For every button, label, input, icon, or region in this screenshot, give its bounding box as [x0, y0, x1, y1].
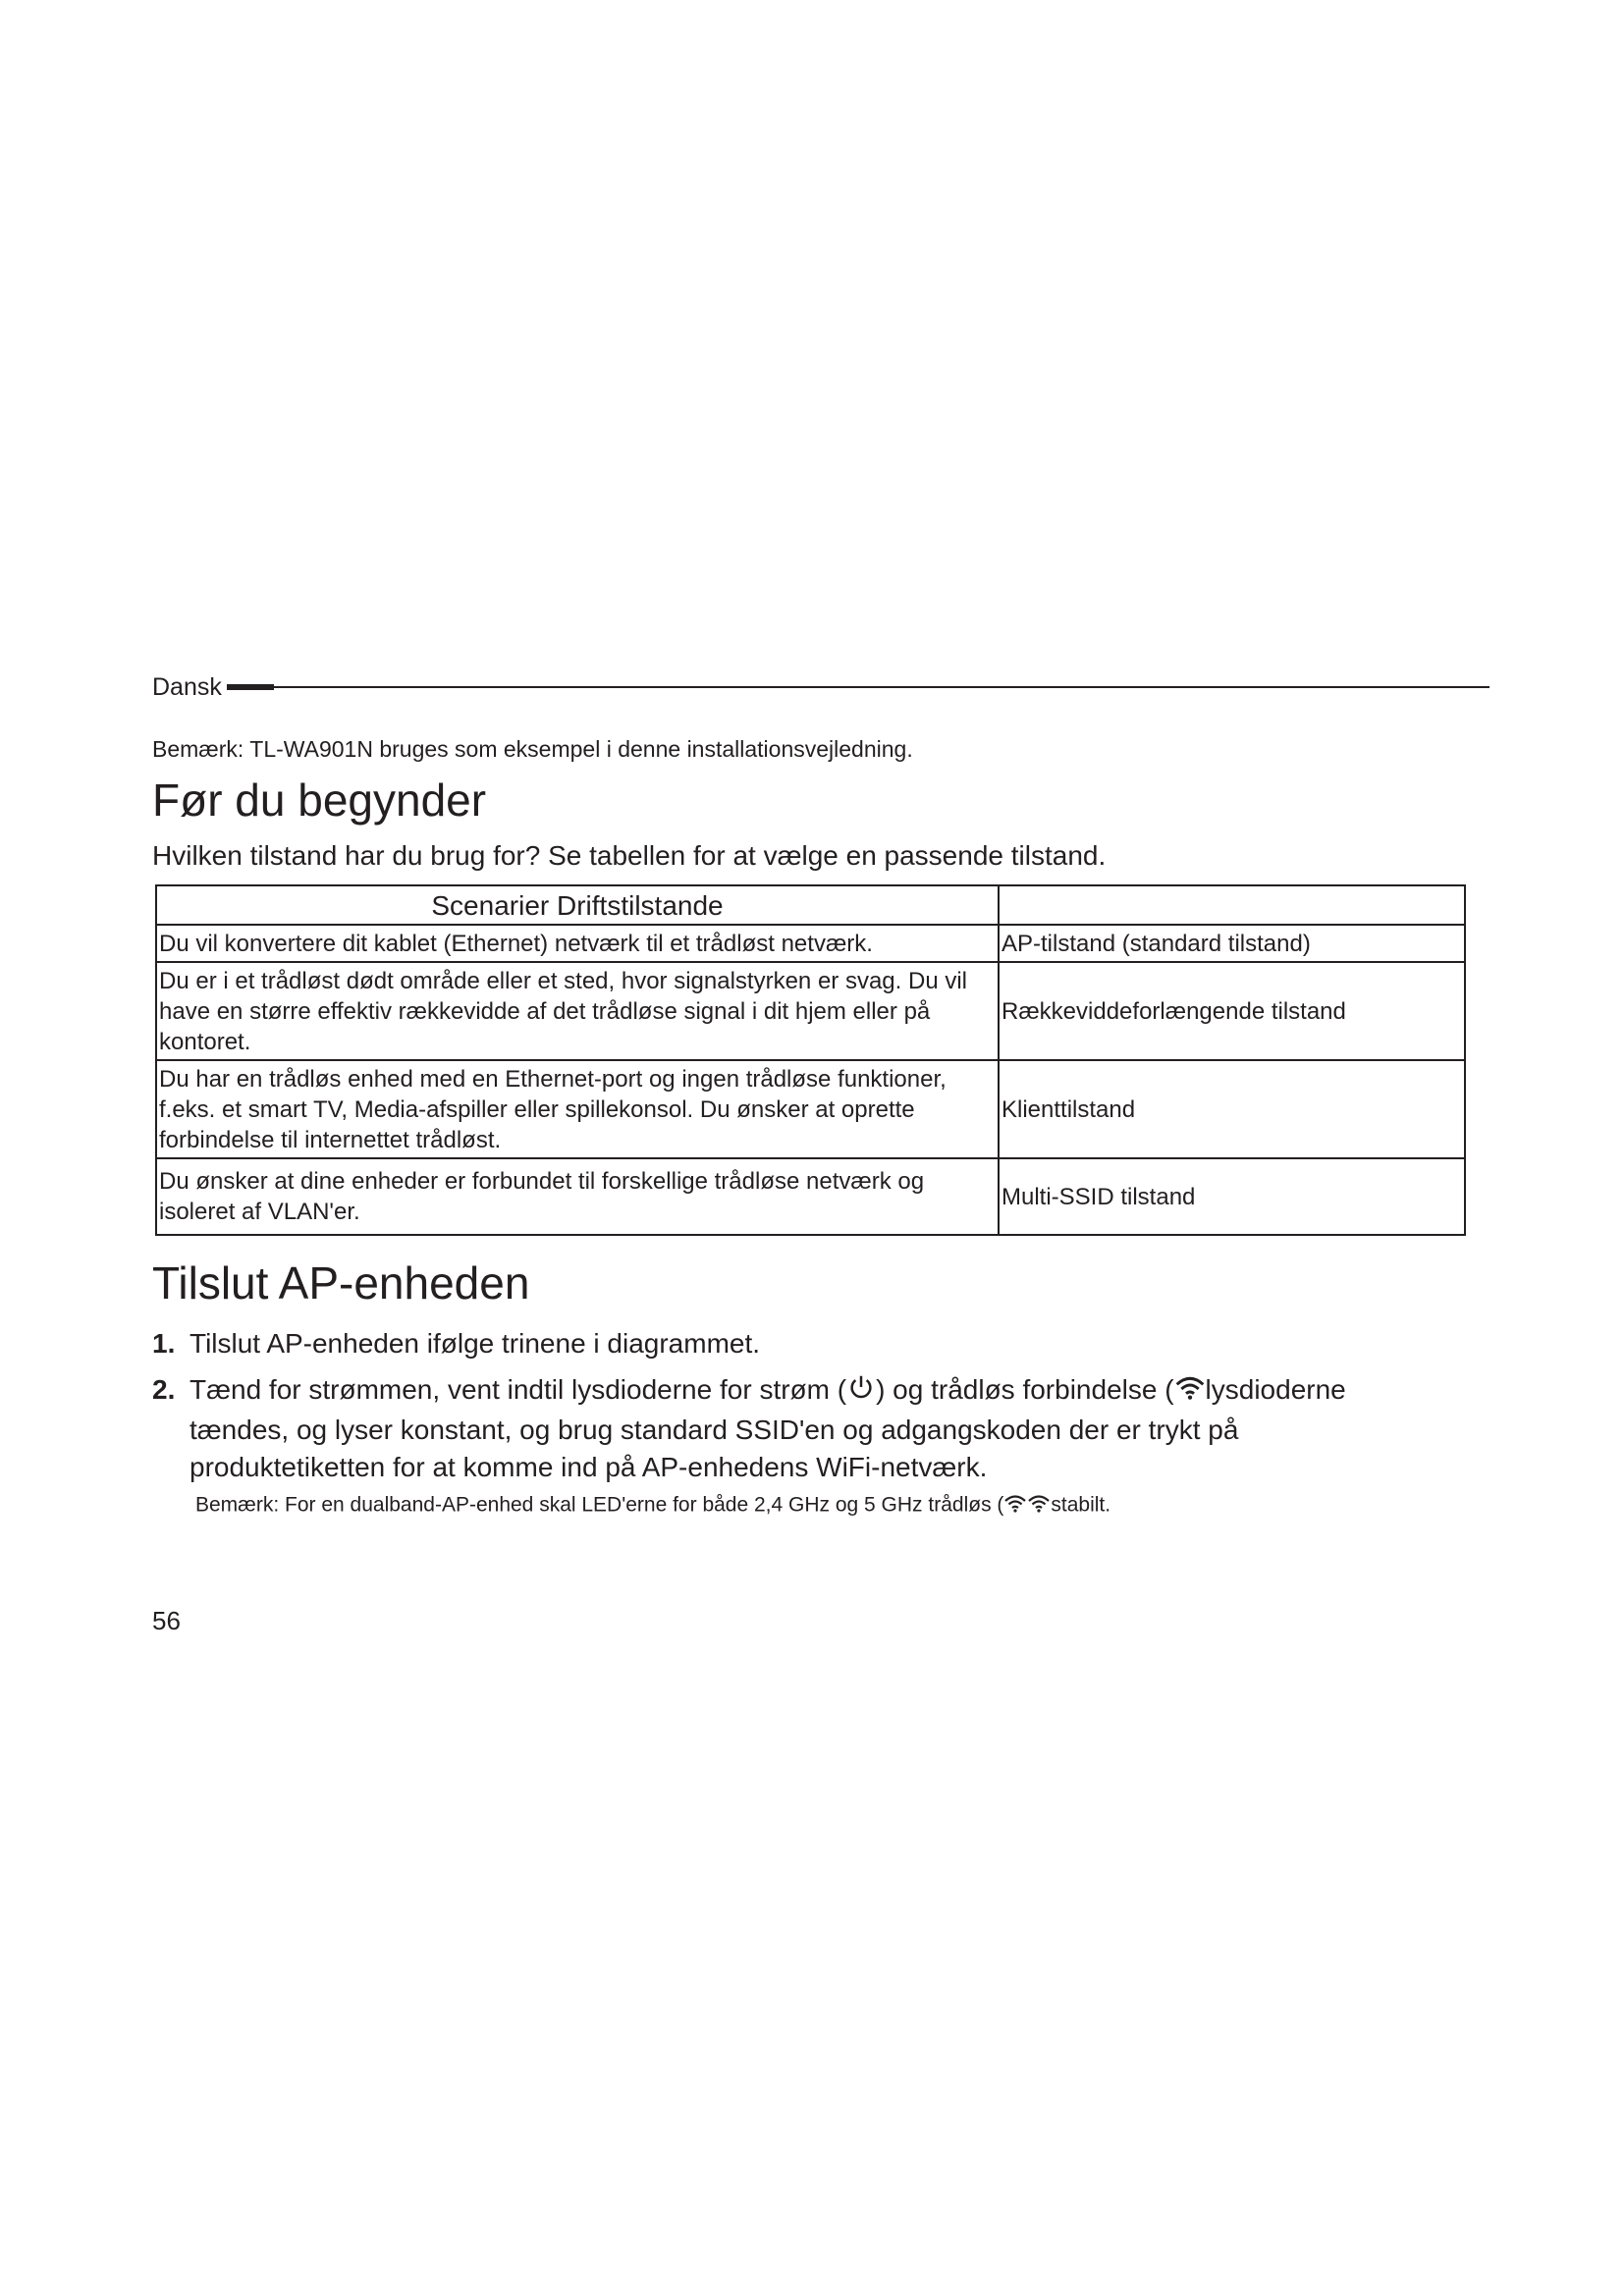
power-icon: [846, 1372, 876, 1412]
scenario-cell: Du er i et trådløst dødt område eller et sted, hvor signalstyrken er svag. Du vil have en større effektiv rækkevidde af det trådløse signal i dit hjem eller på kontoret.: [156, 962, 999, 1060]
step-text-a: Tænd for strømmen, vent indtil lysdioderne for strøm (: [189, 1374, 847, 1405]
step-1: [152, 1325, 1441, 1362]
section-title-connect: Tilslut AP-enheden: [152, 1257, 530, 1308]
scenario-cell: Du ønsker at dine enheder er forbundet til forskellige trådløse netværk og isoleret af VLAN'er.: [156, 1158, 999, 1235]
note-bottom-b: stabilt.: [1051, 1493, 1111, 1517]
table-row: [156, 925, 1465, 962]
step-text-b: ) og trådløs forbindelse (: [876, 1374, 1174, 1405]
section-title-before: Før du begynder: [152, 774, 487, 826]
wireless-icon: [1027, 1492, 1051, 1520]
table-header-empty: [999, 885, 1465, 925]
step-text-c: lysdioderne tændes, og lyser konstant, og brug standard SSID'en og adgangskoden der er trykt på produktetiketten for at komme ind på AP-enhedens WiFi-netværk.: [189, 1374, 1346, 1482]
table-row: [156, 1158, 1465, 1235]
section-lead: Hvilken tilstand har du brug for? Se tabellen for at vælge en passende tilstand.: [152, 840, 1107, 871]
mode-cell: Rækkeviddeforlængende tilstand: [999, 962, 1465, 1060]
mode-cell: Multi-SSID tilstand: [999, 1158, 1465, 1235]
step-text: Tilslut AP-enheden ifølge trinene i diagrammet.: [189, 1328, 761, 1359]
note-top: Bemærk: TL-WA901N bruges som eksempel i denne installationsvejledning.: [152, 736, 913, 762]
table-header: Scenarier Driftstilstande: [156, 885, 999, 925]
scenario-cell: Du vil konvertere dit kablet (Ethernet) netværk til et trådløst netværk.: [156, 925, 999, 962]
note-bottom-a: Bemærk: For en dualband-AP-enhed skal LED'erne for både 2,4 GHz og 5 GHz trådløs (: [195, 1493, 1004, 1517]
header-rule: [274, 686, 1489, 688]
modes-table: [155, 884, 1466, 1236]
table-header-row: [156, 885, 1465, 925]
step-number: 2.: [152, 1374, 176, 1405]
wireless-icon: [1003, 1492, 1027, 1520]
mode-cell: Klienttilstand: [999, 1060, 1465, 1158]
wireless-icon: [1174, 1373, 1206, 1411]
page-number: 56: [152, 1606, 181, 1635]
note-bottom: [195, 1492, 1110, 1520]
scenario-cell: Du har en trådløs enhed med en Ethernet-port og ingen trådløse funktioner, f.eks. et smart TV, Media-afspiller eller spillekonsol. Du ønsker at oprette forbindelse til internettet trådløst.: [156, 1060, 999, 1158]
table-row: [156, 962, 1465, 1060]
step-text: [189, 1371, 1441, 1486]
step-2: [152, 1371, 1448, 1486]
header-language: Dansk: [152, 673, 222, 701]
mode-cell: AP-tilstand (standard tilstand): [999, 925, 1465, 962]
table-row: [156, 1060, 1465, 1158]
header-mark: [227, 684, 274, 690]
step-number: 1.: [152, 1328, 176, 1359]
